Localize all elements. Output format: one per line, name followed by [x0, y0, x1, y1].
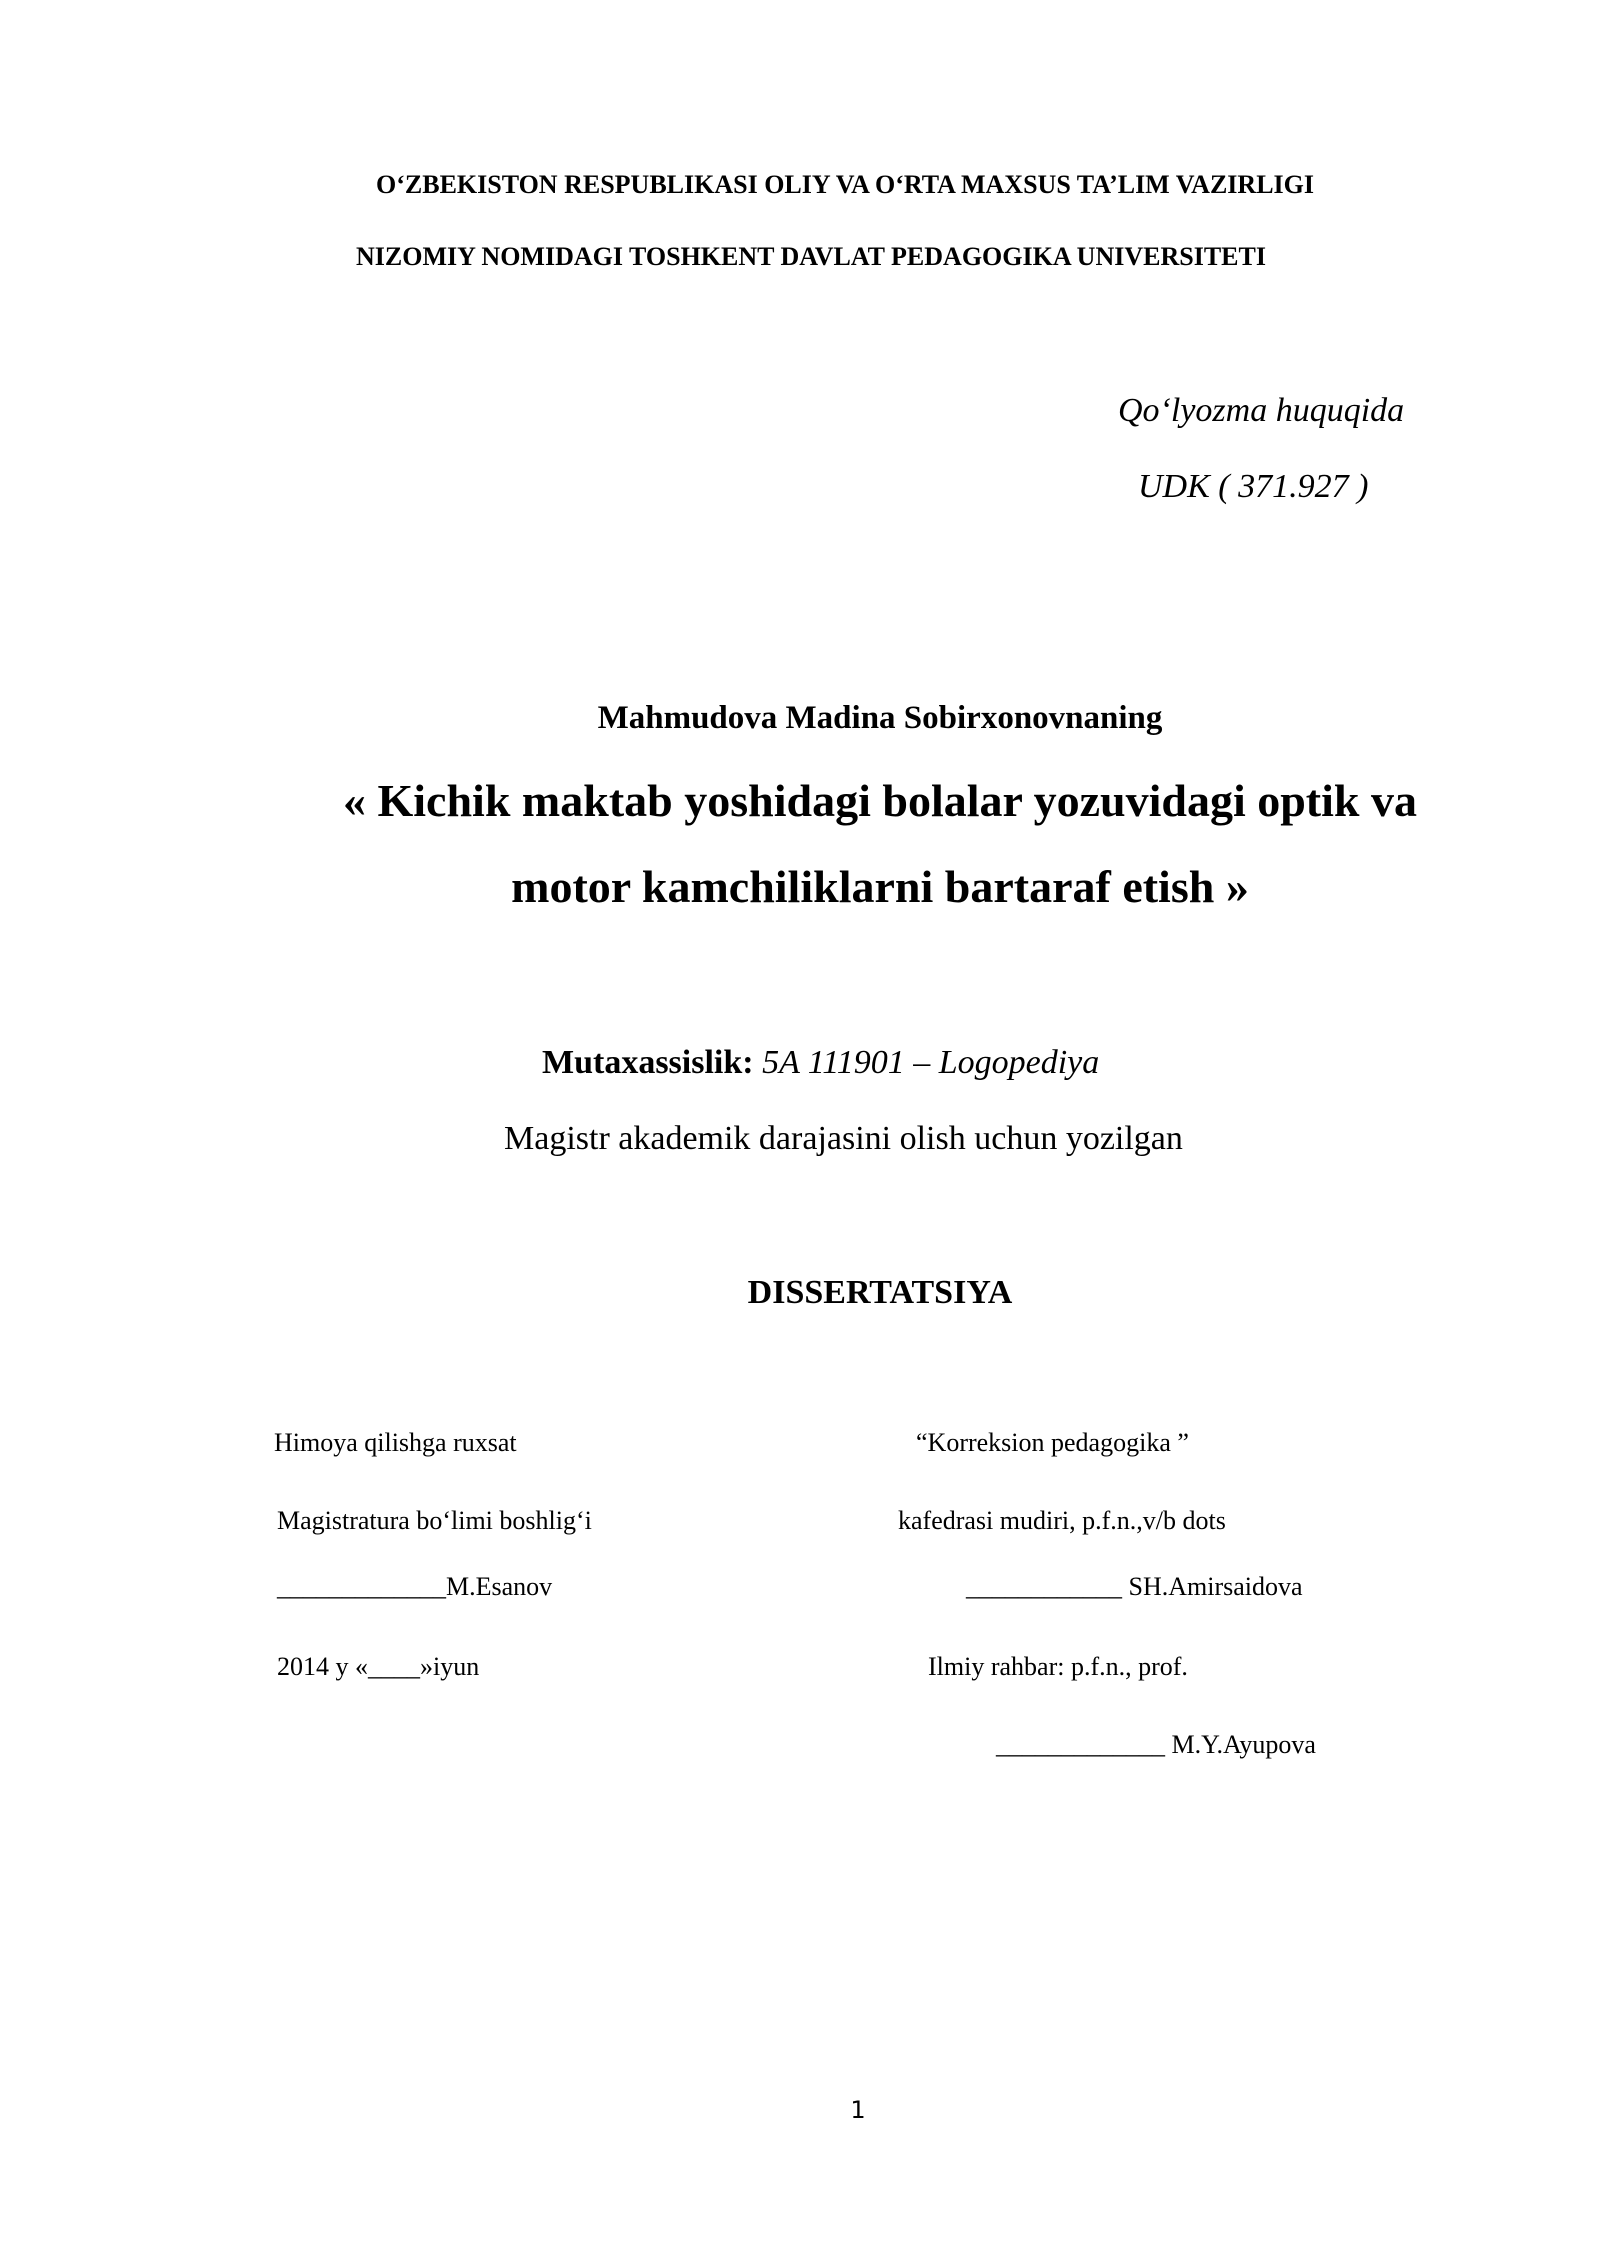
dissertation-title-line-2: motor kamchiliklarni bartaraf etish »: [511, 861, 1249, 912]
department-head-signature: ____________ SH.Amirsaidova: [966, 1572, 1303, 1601]
department-name: “Korreksion pedagogika ”: [916, 1428, 1189, 1457]
supervisor-position: Ilmiy rahbar: p.f.n., prof.: [928, 1652, 1188, 1681]
department-head-position: kafedrasi mudiri, p.f.n.,v/b dots: [898, 1506, 1226, 1535]
supervisor-signature: _____________ M.Y.Ayupova: [996, 1730, 1316, 1759]
page-number: 1: [850, 2096, 866, 2124]
master-department-head-signature: _____________M.Esanov: [277, 1572, 553, 1601]
approval-date: 2014 y «____»iyun: [277, 1652, 480, 1681]
manuscript-rights-note: Qo‘lyozma huquqida: [1118, 392, 1405, 429]
ministry-heading: O‘ZBEKISTON RESPUBLIKASI OLIY VA O‘RTA MAXSUS TA’LIM VAZIRLIGI: [376, 170, 1314, 199]
udk-code: UDK ( 371.927 ): [1138, 468, 1369, 505]
university-heading: NIZOMIY NOMIDAGI TOSHKENT DAVLAT PEDAGOGIKA UNIVERSITETI: [356, 242, 1266, 271]
degree-statement: Magistr akademik darajasini olish uchun yozilgan: [504, 1120, 1183, 1157]
author-name: Mahmudova Madina Sobirxonovnaning: [597, 700, 1163, 736]
defense-permission-label: Himoya qilishga ruxsat: [274, 1428, 517, 1457]
master-department-head-position: Magistratura bo‘limi boshlig‘i: [277, 1506, 592, 1535]
specialty-value: 5A 111901 – Logopediya: [762, 1044, 1100, 1081]
dissertation-title-line-1: « Kichik maktab yoshidagi bolalar yozuvidagi optik va: [343, 775, 1417, 826]
specialty-label: Mutaxassislik:: [542, 1044, 754, 1081]
specialty-line: [542, 1046, 1099, 1080]
document-type: DISSERTATSIYA: [747, 1274, 1013, 1311]
